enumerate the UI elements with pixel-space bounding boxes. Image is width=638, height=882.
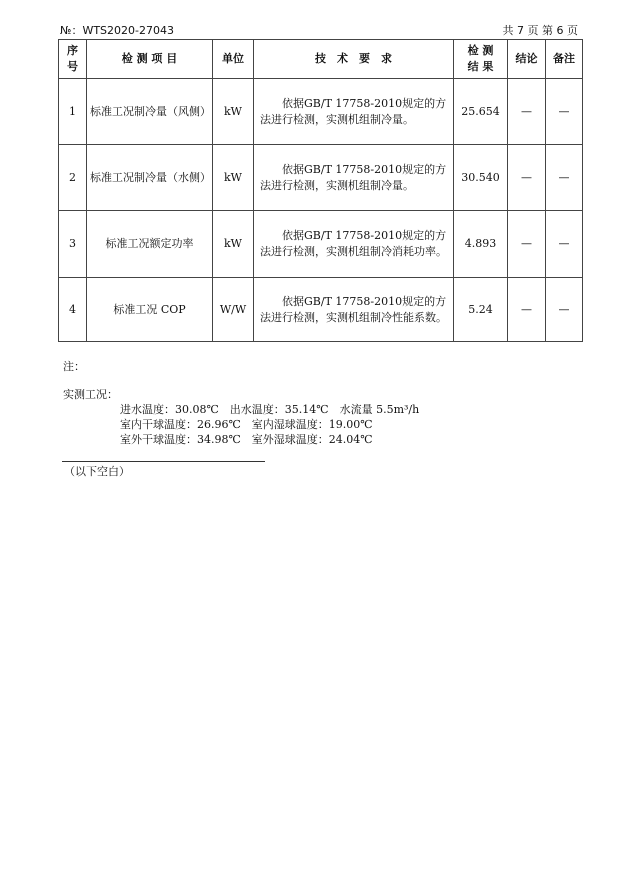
results-table <box>58 39 583 342</box>
cell-requirement: 依据GB/T 17758-2010规定的方法进行检测，实测机组制冷量。 <box>260 96 447 126</box>
table-row <box>59 145 583 211</box>
cell-result: 5.24 <box>454 278 508 342</box>
cell-result: 25.654 <box>454 79 508 145</box>
col-header-remark: 备注 <box>546 40 583 79</box>
conditions-label: 实测工况： <box>63 388 118 401</box>
blank-marker: （以下空白） <box>64 465 130 478</box>
report-number: №：WTS2020-27043 <box>60 24 174 37</box>
cell-item: 标准工况 COP <box>87 278 213 342</box>
cell-item: 标准工况额定功率 <box>87 211 213 278</box>
note-label: 注： <box>63 360 85 373</box>
cell-unit: kW <box>213 145 254 211</box>
conditions-list <box>120 402 419 447</box>
col-header-no: 序号 <box>59 40 87 79</box>
cell-conclusion: — <box>508 79 546 145</box>
cell-no: 3 <box>59 211 87 278</box>
cell-requirement: 依据GB/T 17758-2010规定的方法进行检测，实测机组制冷消耗功率。 <box>260 229 447 258</box>
col-header-conclusion: 结论 <box>508 40 546 79</box>
page-header <box>60 22 582 38</box>
cell-unit: kW <box>213 79 254 145</box>
page-info: 共 7 页 第 6 页 <box>502 24 578 37</box>
cell-remark: — <box>546 211 583 278</box>
col-header-unit: 单位 <box>213 40 254 79</box>
cell-requirement: 依据GB/T 17758-2010规定的方法进行检测，实测机组制冷量。 <box>260 162 447 192</box>
cell-unit: W/W <box>213 278 254 342</box>
col-header-requirement: 技 术 要 求 <box>254 40 454 79</box>
condition-line: 室外干球温度：34.98℃ 室外湿球温度：24.04℃ <box>120 433 373 446</box>
cell-conclusion: — <box>508 145 546 211</box>
cell-remark: — <box>546 145 583 211</box>
cell-requirement: 依据GB/T 17758-2010规定的方法进行检测，实测机组制冷性能系数。 <box>260 294 447 324</box>
cell-conclusion: — <box>508 278 546 342</box>
col-header-result: 检 测 结 果 <box>454 40 508 79</box>
cell-no: 4 <box>59 278 87 342</box>
col-header-item: 检 测 项 目 <box>87 40 213 79</box>
table-row <box>59 79 583 145</box>
cell-unit: kW <box>213 211 254 278</box>
cell-result: 30.540 <box>454 145 508 211</box>
table-header-row <box>59 40 583 79</box>
cell-conclusion: — <box>508 211 546 278</box>
cell-remark: — <box>546 278 583 342</box>
cell-item: 标准工况制冷量（风侧） <box>87 79 213 145</box>
table-row <box>59 211 583 278</box>
cell-no: 2 <box>59 145 87 211</box>
cell-item: 标准工况制冷量（水侧） <box>87 145 213 211</box>
condition-line: 室内干球温度：26.96℃ 室内湿球温度：19.00℃ <box>120 418 373 431</box>
cell-remark: — <box>546 79 583 145</box>
cell-result: 4.893 <box>454 211 508 278</box>
table-row <box>59 278 583 342</box>
divider <box>62 461 265 462</box>
condition-line: 进水温度：30.08℃ 出水温度：35.14℃ 水流量 5.5m³/h <box>120 403 420 416</box>
cell-no: 1 <box>59 79 87 145</box>
